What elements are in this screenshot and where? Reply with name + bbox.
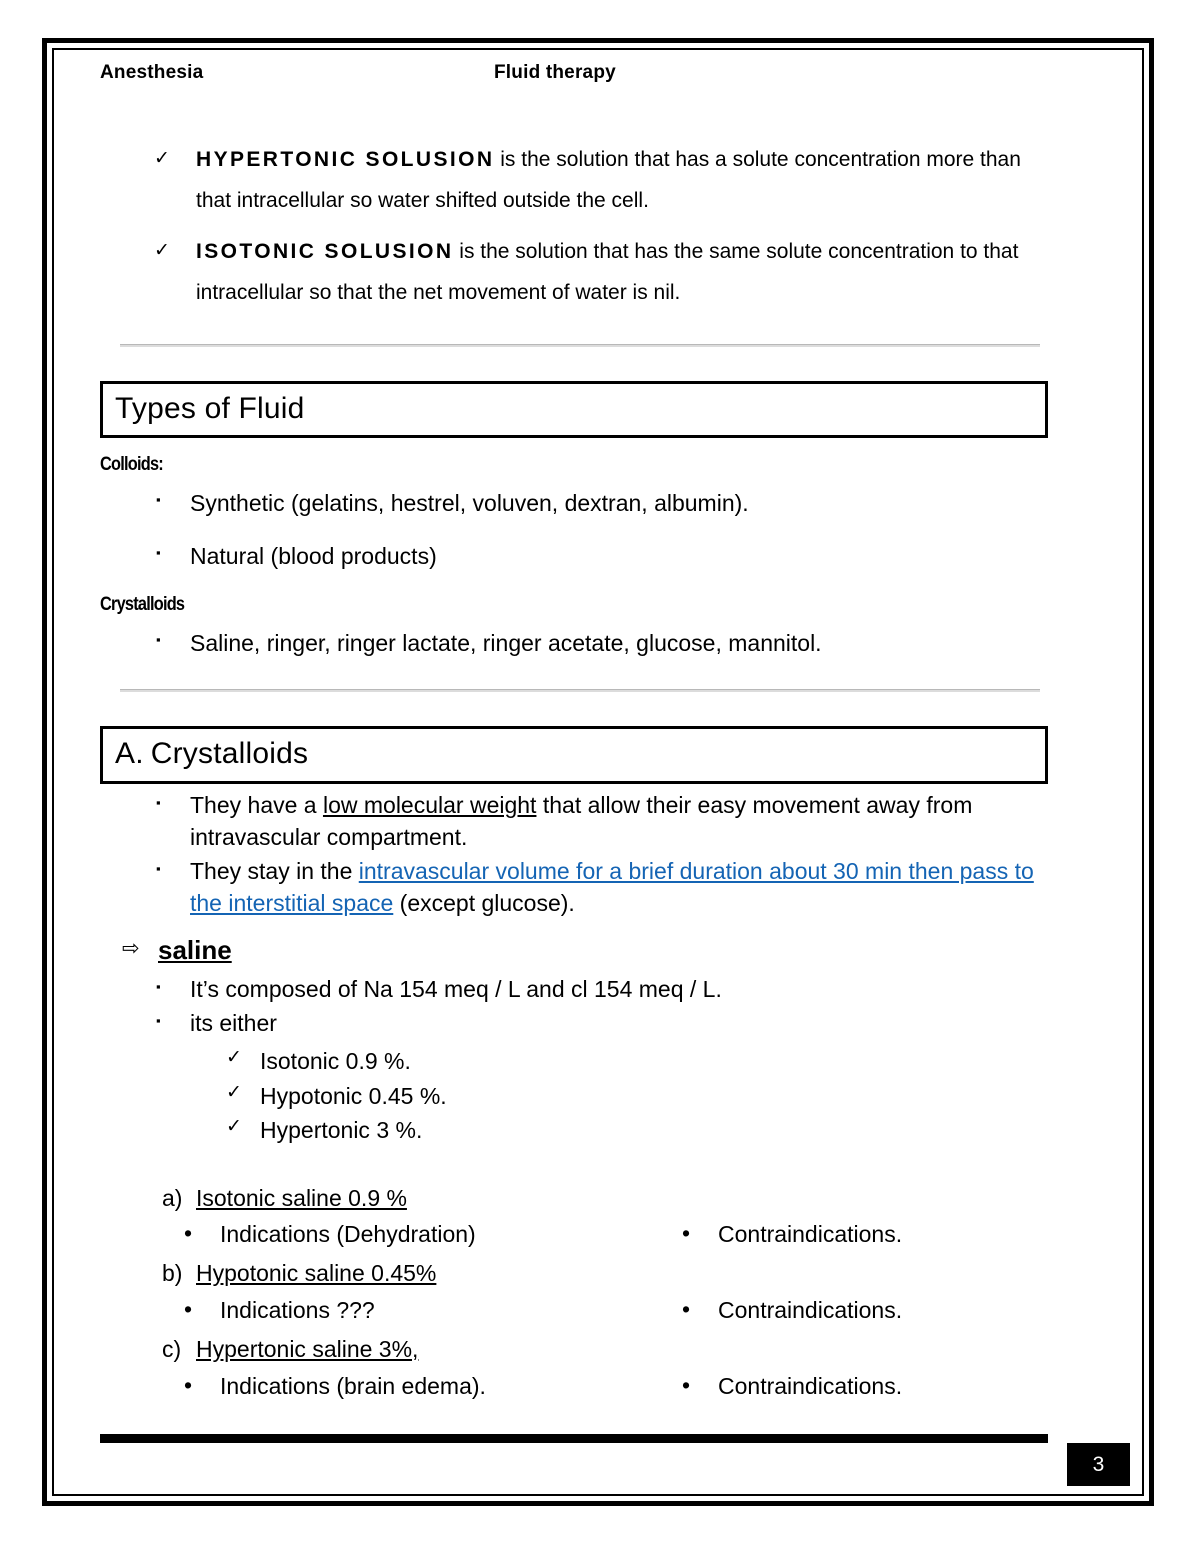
square-bullet-icon: ▪ <box>156 794 161 810</box>
saline-variant <box>162 1257 1048 1327</box>
definition-text <box>196 140 1048 222</box>
list-item-label: Hypertonic 3 %. <box>260 1117 423 1144</box>
variant-title: Hypertonic saline 3%, <box>196 1336 419 1363</box>
list-item <box>154 140 1048 222</box>
square-bullet-icon: ▪ <box>156 978 161 994</box>
list-item-label <box>190 856 1048 919</box>
saline-tonicity-list <box>226 1044 1048 1148</box>
square-bullet-icon: ▪ <box>156 632 161 648</box>
list-item <box>156 541 1048 572</box>
section-title <box>115 735 1033 773</box>
variant-indications <box>184 1369 682 1404</box>
document-header <box>100 62 1048 84</box>
list-item <box>226 1113 1048 1148</box>
dot-bullet-icon: • <box>682 1219 691 1246</box>
check-icon: ✓ <box>226 1116 242 1138</box>
saline-title: saline <box>158 934 232 965</box>
list-item <box>156 1008 1048 1040</box>
point-prefix: They stay in the <box>190 858 359 885</box>
variant-detail-row <box>162 1217 1048 1252</box>
variant-indications <box>184 1293 682 1328</box>
point-prefix: They have a <box>190 791 323 818</box>
crystalloids-points <box>156 790 1048 920</box>
list-item-label: Synthetic (gelatins, hestrel, voluven, dextran, albumin). <box>190 490 749 517</box>
section-title: Types of Fluid <box>115 391 305 425</box>
definition-body: is the solution that has the same solute concentration to that intracellular so that the net movement of water is nil. <box>196 239 1019 304</box>
variant-contraindications <box>682 1369 902 1404</box>
section-letter: A. <box>115 737 144 771</box>
crystalloids-section-heading-box <box>100 726 1048 784</box>
variant-letter: b) <box>162 1260 183 1287</box>
variant-indications <box>184 1217 682 1252</box>
variant-letter: c) <box>162 1336 182 1363</box>
dot-bullet-icon: • <box>184 1219 193 1246</box>
list-item-label <box>190 790 1048 853</box>
square-bullet-icon: ▪ <box>156 1013 161 1029</box>
list-item <box>226 1079 1048 1114</box>
square-bullet-icon: ▪ <box>156 861 161 877</box>
indications-label: Indications (brain edema). <box>220 1372 486 1399</box>
variant-heading <box>162 1257 1048 1290</box>
colloids-label: Colloids: <box>100 454 163 476</box>
crystalloids-list <box>156 628 1048 659</box>
variant-title: Isotonic saline 0.9 % <box>196 1184 407 1211</box>
dot-bullet-icon: • <box>682 1295 691 1322</box>
definition-list <box>154 140 1048 314</box>
check-icon: ✓ <box>226 1081 242 1103</box>
definition-term: ISOTONIC SOLUSION <box>196 239 454 263</box>
contraindications-label: Contraindications. <box>718 1296 903 1323</box>
section-divider <box>120 689 1040 692</box>
saline-heading <box>122 934 1048 968</box>
check-icon: ✓ <box>154 148 170 169</box>
square-bullet-icon: ▪ <box>156 492 161 508</box>
indications-label: Indications (Dehydration) <box>220 1220 476 1247</box>
list-item <box>154 232 1048 314</box>
variant-detail-row <box>162 1369 1048 1404</box>
colloids-list <box>156 488 1048 572</box>
check-icon: ✓ <box>154 239 170 261</box>
variant-letter: a) <box>162 1184 183 1211</box>
variant-detail-row <box>162 1293 1048 1328</box>
list-item-label: its either <box>190 1010 277 1037</box>
list-item <box>156 974 1048 1006</box>
definition-term: HYPERTONIC SOLUSION <box>196 148 495 171</box>
contraindications-label: Contraindications. <box>718 1372 903 1399</box>
footer-rule <box>100 1434 1048 1443</box>
crystalloids-label: Crystalloids <box>100 594 185 616</box>
saline-variant <box>162 1333 1048 1403</box>
variant-contraindications <box>682 1293 902 1328</box>
check-icon: ✓ <box>226 1047 242 1069</box>
list-item <box>226 1044 1048 1079</box>
variant-heading <box>162 1333 1048 1366</box>
list-item-label: It’s composed of Na 154 meq / L and cl 154 meq / L. <box>190 975 722 1002</box>
saline-variant <box>162 1182 1048 1252</box>
list-item <box>156 856 1048 919</box>
page-content <box>100 62 1048 1409</box>
definition-body: is the solution that has a solute concentration more than that intracellular so water shifted outside the cell. <box>196 148 1021 212</box>
point-suffix: (except glucose). <box>393 890 575 917</box>
list-item <box>156 628 1048 659</box>
variant-contraindications <box>682 1217 902 1252</box>
list-item-label: Natural (blood products) <box>190 543 437 570</box>
point-suffix: that allow their easy movement away from intravascular compartment. <box>190 791 973 850</box>
hyperlink-text[interactable]: intravascular volume for a brief duration about 30 min then pass to the interstitial space <box>190 858 1034 917</box>
section-divider <box>120 344 1040 347</box>
definition-text <box>196 232 1048 314</box>
contraindications-label: Contraindications. <box>718 1220 903 1247</box>
list-item <box>156 790 1048 853</box>
variant-heading <box>162 1182 1048 1215</box>
arrow-bullet-icon: ⇨ <box>122 936 140 960</box>
indications-label: Indications ??? <box>220 1296 375 1323</box>
saline-variants-list <box>162 1182 1048 1404</box>
point-emphasis: low molecular weight <box>322 791 537 818</box>
dot-bullet-icon: • <box>184 1371 193 1398</box>
types-of-fluid-heading-box <box>100 381 1048 439</box>
list-item-label: Hypotonic 0.45 %. <box>260 1082 447 1109</box>
section-title-text: Crystalloids <box>150 737 309 771</box>
header-topic: Fluid therapy <box>494 62 616 83</box>
dot-bullet-icon: • <box>682 1371 691 1398</box>
dot-bullet-icon: • <box>184 1295 193 1322</box>
list-item <box>156 488 1048 519</box>
page-number: 3 <box>1067 1443 1130 1486</box>
header-subject: Anesthesia <box>100 62 204 83</box>
list-item-label: Saline, ringer, ringer lactate, ringer acetate, glucose, mannitol. <box>190 630 822 657</box>
variant-title: Hypotonic saline 0.45% <box>196 1260 437 1287</box>
list-item-label: Isotonic 0.9 %. <box>260 1048 411 1075</box>
saline-facts <box>156 974 1048 1040</box>
square-bullet-icon: ▪ <box>156 545 161 561</box>
